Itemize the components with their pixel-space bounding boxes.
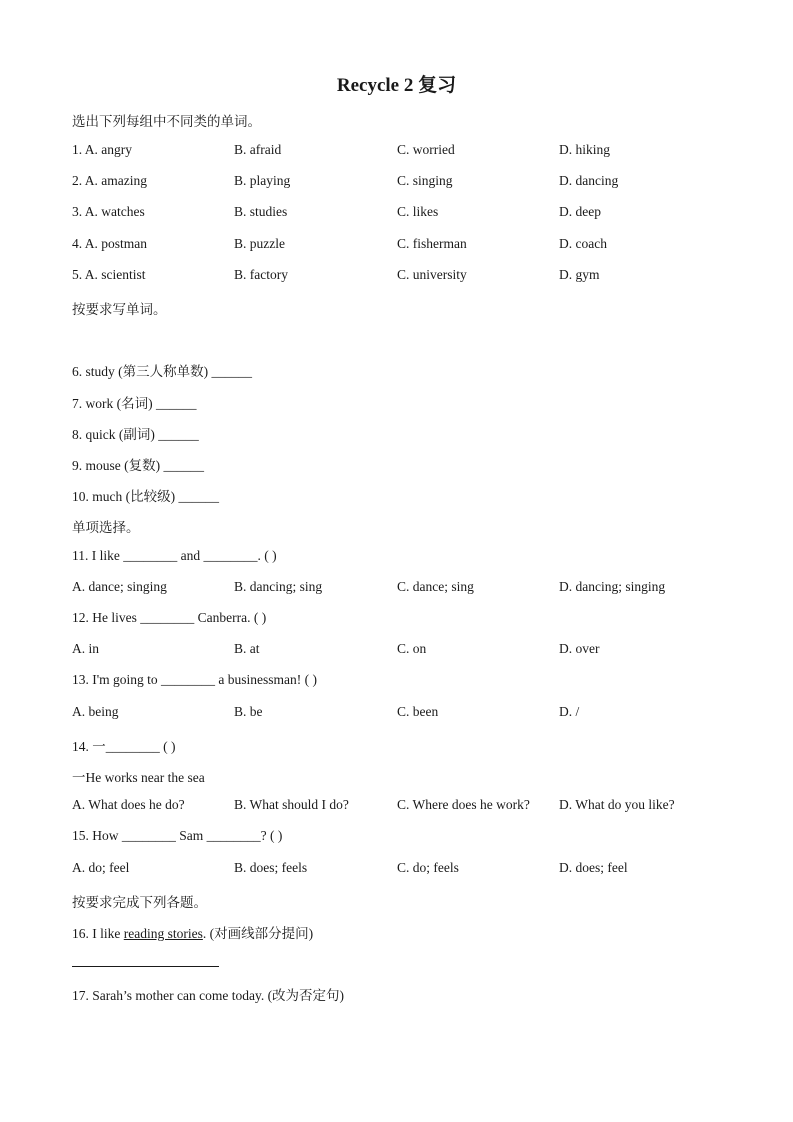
options-row	[0, 704, 793, 722]
option-d: D. gym	[559, 267, 600, 282]
dialogue-reply: 一He works near the sea	[72, 770, 205, 785]
option-d: D. dancing; singing	[559, 579, 666, 594]
question-row	[0, 267, 793, 285]
option-c: C. singing	[397, 173, 453, 188]
option-b: B. be	[234, 704, 263, 719]
option-a: A. being	[72, 704, 119, 719]
option-a: A. dance; singing	[72, 579, 167, 594]
option-b: B. factory	[234, 267, 288, 282]
option-b: B. playing	[234, 173, 291, 188]
question-stem: 13. I'm going to ________ a businessman! ( )	[72, 672, 318, 687]
option-d: D. does; feel	[559, 860, 628, 875]
q16-underlined-phrase: reading stories	[123, 926, 203, 941]
question-16	[72, 922, 313, 942]
option-c: C. Where does he work?	[397, 797, 530, 812]
options-row	[0, 860, 793, 878]
option-a: A. in	[72, 641, 99, 656]
section-heading-complete-tasks: 按要求完成下列各题。	[72, 895, 207, 910]
q16-prefix: 16. I like	[72, 926, 124, 941]
options-row	[0, 797, 793, 815]
question-stem: 15. How ________ Sam ________? ( )	[72, 828, 283, 843]
option-a: 1. A. angry	[72, 142, 132, 157]
option-a: 5. A. scientist	[72, 267, 146, 282]
option-c: C. likes	[397, 204, 439, 219]
option-c: C. worried	[397, 142, 455, 157]
options-row	[0, 579, 793, 597]
option-c: C. fisherman	[397, 236, 467, 251]
fill-item: 10. much (比较级) ______	[72, 489, 219, 504]
option-a: 3. A. watches	[72, 204, 145, 219]
option-d: D. /	[559, 704, 580, 719]
section-heading-odd-one-out: 选出下列每组中不同类的单词。	[72, 114, 261, 129]
section-heading-write-words: 按要求写单词。	[72, 302, 167, 317]
question-stem: 11. I like ________ and ________. ( )	[72, 548, 277, 563]
option-b: B. puzzle	[234, 236, 285, 251]
option-d: D. What do you like?	[559, 797, 675, 812]
option-c: C. dance; sing	[397, 579, 474, 594]
answer-line	[72, 966, 219, 967]
question-row	[0, 173, 793, 191]
option-a: 2. A. amazing	[72, 173, 147, 188]
fill-item: 6. study (第三人称单数) ______	[72, 364, 252, 379]
option-b: B. afraid	[234, 142, 282, 157]
option-d: D. hiking	[559, 142, 611, 157]
page-title: Recycle 2 复习	[336, 75, 457, 96]
question-stem: 14. 一________ ( )	[72, 739, 176, 754]
option-d: D. dancing	[559, 173, 619, 188]
fill-item: 7. work (名词) ______	[72, 396, 197, 411]
option-d: D. coach	[559, 236, 607, 251]
option-c: C. do; feels	[397, 860, 459, 875]
question-row	[0, 204, 793, 222]
option-d: D. deep	[559, 204, 601, 219]
option-a: 4. A. postman	[72, 236, 148, 251]
question-stem: 12. He lives ________ Canberra. ( )	[72, 610, 267, 625]
option-b: B. dancing; sing	[234, 579, 323, 594]
option-a: A. do; feel	[72, 860, 130, 875]
question-row	[0, 236, 793, 254]
section-heading-multiple-choice: 单项选择。	[72, 520, 140, 535]
options-row	[0, 641, 793, 659]
option-c: C. been	[397, 704, 439, 719]
fill-item: 8. quick (副词) ______	[72, 427, 199, 442]
option-b: B. What should I do?	[234, 797, 349, 812]
option-b: B. at	[234, 641, 260, 656]
question-row	[0, 142, 793, 160]
option-c: C. on	[397, 641, 427, 656]
option-a: A. What does he do?	[72, 797, 185, 812]
option-c: C. university	[397, 267, 467, 282]
option-d: D. over	[559, 641, 600, 656]
q16-suffix: . (对画线部分提问)	[202, 926, 314, 941]
fill-item: 9. mouse (复数) ______	[72, 458, 204, 473]
option-b: B. does; feels	[234, 860, 308, 875]
question-17: 17. Sarah’s mother can come today. (改为否定句)	[72, 988, 345, 1003]
option-b: B. studies	[234, 204, 288, 219]
